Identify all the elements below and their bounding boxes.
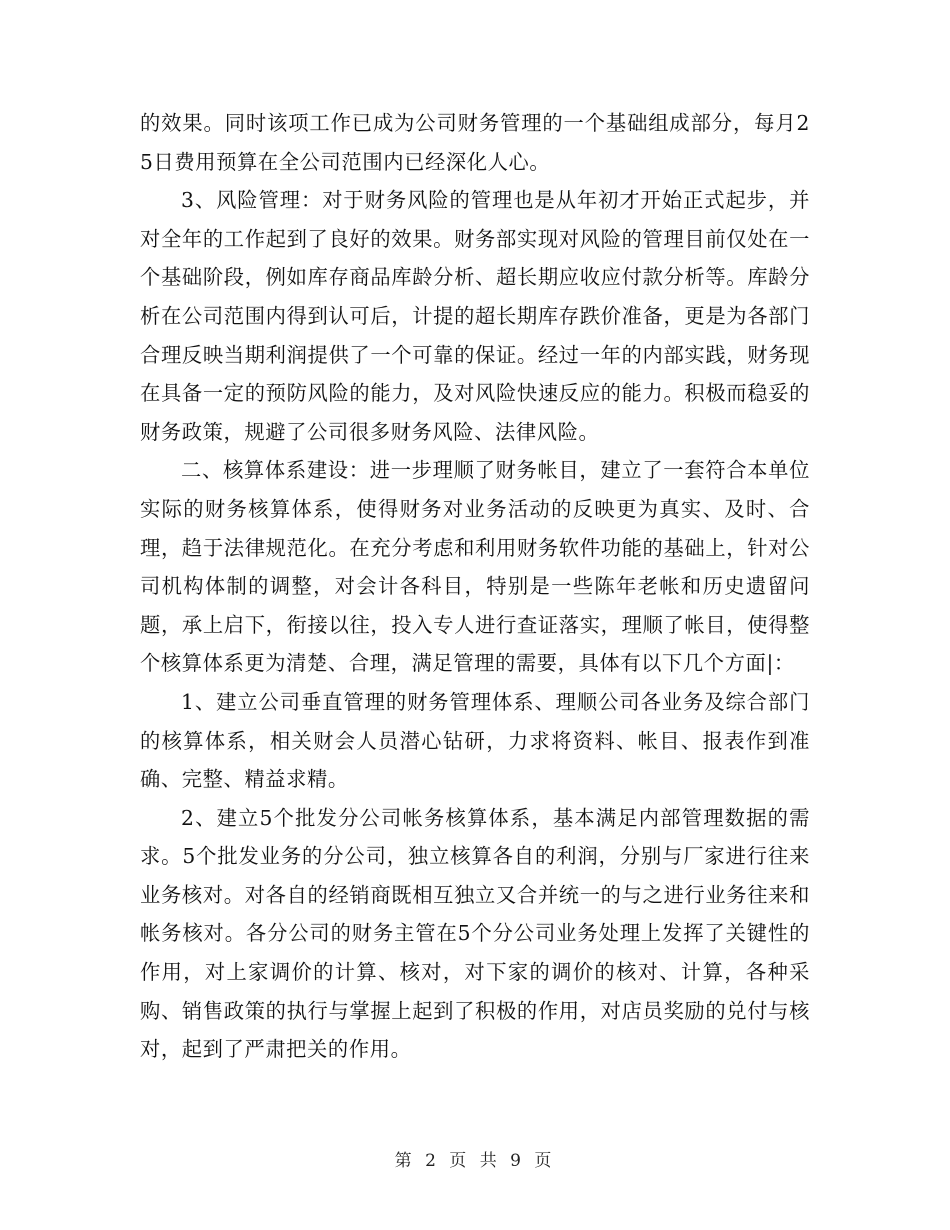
page-number-footer: 第 2 页 共 9 页	[394, 1151, 556, 1171]
paragraph-wholesale-branches: 2、建立5个批发分公司帐务核算体系，基本满足内部管理数据的需求。5个批发业务的分公司，独立核算各自的利润，分别与厂家进行往来业务核对。对各自的经销商既相互独立又合并统一的与之进行业务往来和帐务核对。各分公司的财务主管在5个分公司业务处理上发挥了关键性的作用，对上家调价的计算、核对，对下家的调价的核对、计算，各种采购、销售政策的执行与掌握上起到了积极的作用，对店员奖励的兑付与核对，起到了严肃把关的作用。	[140, 805, 810, 1062]
paragraph-budget-continuation: 的效果。同时该项工作已成为公司财务管理的一个基础组成部分，每月25日费用预算在全公司范围内已经深化人心。	[140, 111, 810, 174]
paragraph-accounting-system: 二、核算体系建设：进一步理顺了财务帐目，建立了一套符合本单位实际的财务核算体系，使得财务对业务活动的反映更为真实、及时、合理，趋于法律规范化。在充分考虑和利用财务软件功能的基础上，针对公司机构体制的调整，对会计各科目，特别是一些陈年老帐和历史遗留问题，承上启下，衔接以往，投入专人进行查证落实，理顺了帐目，使得整个核算体系更为清楚、合理，满足管理的需要，具体有以下几个方面|：	[140, 458, 810, 676]
paragraph-risk-management: 3、风险管理：对于财务风险的管理也是从年初才开始正式起步，并对全年的工作起到了良好的效果。财务部实现对风险的管理目前仅处在一个基础阶段，例如库存商品库龄分析、超长期应收应付款分析等。库龄分析在公司范围内得到认可后，计提的超长期库存跌价准备，更是为各部门合理反映当期利润提供了一个可靠的保证。经过一年的内部实践，财务现在具备一定的预防风险的能力，及对风险快速反应的能力。积极而稳妥的财务政策，规避了公司很多财务风险、法律风险。	[140, 188, 810, 444]
paragraph-vertical-management: 1、建立公司垂直管理的财务管理体系、理顺公司各业务及综合部门的核算体系，相关财会人员潜心钻研，力求将资料、帐目、报表作到准确、完整、精益求精。	[140, 689, 810, 792]
document-body	[140, 104, 810, 1069]
